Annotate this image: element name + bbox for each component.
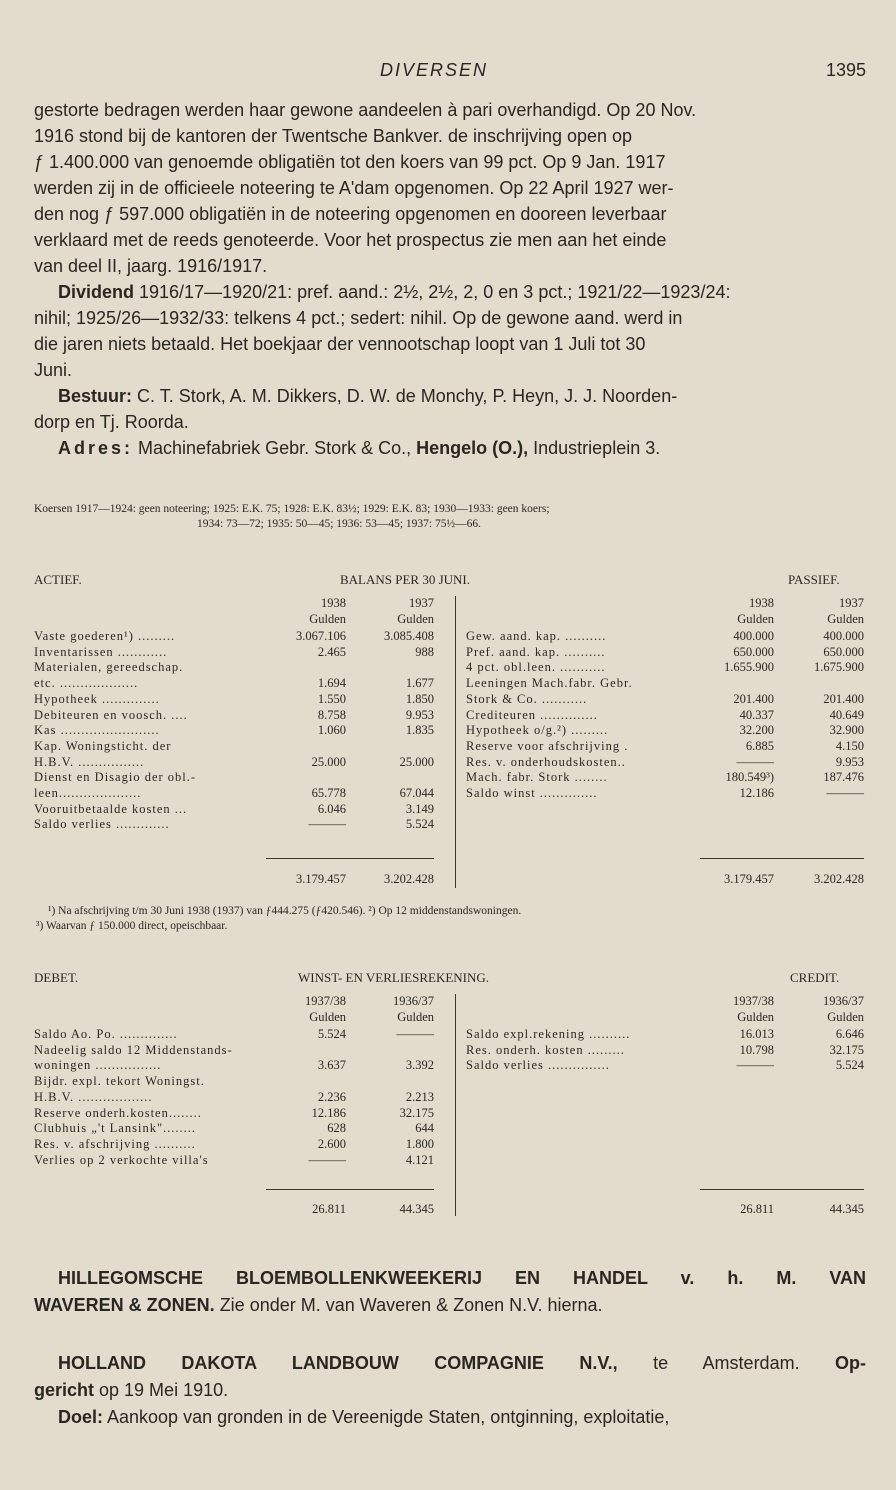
row-value-current: 1.694 xyxy=(317,676,346,691)
row-label: Saldo Ao. Po. .............. xyxy=(34,1027,178,1041)
row-label: Hypotheek .............. xyxy=(34,691,160,706)
credit-total-1: 26.811 xyxy=(740,1202,774,1216)
row-value-current: 180.549³) xyxy=(725,770,774,785)
footnote: ¹) Na afschrijving t/m 30 Juni 1938 (1937) van ƒ444.275 (ƒ420.546). ²) Op 12 middenstandswoningen. xyxy=(48,905,522,917)
table-row xyxy=(466,723,866,739)
table-row xyxy=(34,1043,434,1059)
row-value-current: 16.013 xyxy=(739,1027,774,1041)
row-label: Dienst en Disagio der obl.- xyxy=(34,770,197,785)
table-row xyxy=(466,755,866,771)
table-row xyxy=(34,770,434,786)
table-row xyxy=(466,676,866,692)
table-row xyxy=(34,802,434,818)
adres-label: Adres: xyxy=(58,438,134,458)
total-rule xyxy=(266,858,434,859)
table-row xyxy=(34,629,434,645)
table-row xyxy=(34,817,434,833)
running-title: DIVERSEN xyxy=(380,60,489,80)
table-row xyxy=(466,708,866,724)
row-value-previous: 1.835 xyxy=(405,723,434,738)
bestuur-line: dorp en Tj. Roorda. xyxy=(34,412,189,432)
table-row xyxy=(34,708,434,724)
table-row xyxy=(34,692,434,708)
table-row xyxy=(466,739,866,755)
row-value-previous: 9.953 xyxy=(405,707,434,722)
row-value-previous: 187.476 xyxy=(823,770,864,785)
row-value-current: 65.778 xyxy=(311,786,346,800)
adres-post: Industrieplein 3. xyxy=(528,438,661,458)
table-row xyxy=(466,1027,866,1043)
row-label: Pref. aand. kap. .......... xyxy=(466,644,606,659)
row-label: Reserve onderh.kosten........ xyxy=(34,1105,202,1120)
row-label: Bijdr. expl. tekort Woningst. xyxy=(34,1074,205,1089)
row-value-current: 6.885 xyxy=(745,738,774,753)
row-value-current: ——— xyxy=(308,817,346,832)
table-row xyxy=(466,1058,866,1074)
row-value-previous: 1.675.900 xyxy=(814,660,864,675)
row-value-current: 8.758 xyxy=(317,707,346,722)
row-value-current: ——— xyxy=(308,1152,346,1167)
table-row xyxy=(34,645,434,661)
total-rule xyxy=(266,1189,434,1190)
row-value-current: 201.400 xyxy=(733,691,774,706)
row-label: Saldo verlies ............. xyxy=(34,817,170,832)
company-name: HILLEGOMSCHE BLOEMBOLLENKWEEKERIJ EN HANDEL v. h. M. VAN xyxy=(58,1268,866,1288)
intro-paragraph xyxy=(34,97,866,461)
balans-footnotes xyxy=(36,904,878,934)
credit-heading: CREDIT. xyxy=(790,970,840,985)
adres-pre: Machinefabriek Gebr. Stork & Co., xyxy=(133,438,417,458)
unit-header: Gulden xyxy=(309,612,346,626)
table-row xyxy=(466,629,866,645)
column-divider xyxy=(455,994,456,1216)
year-header: 1937 xyxy=(839,596,864,610)
row-label: Crediteuren .............. xyxy=(466,707,598,722)
row-label: Res. v. onderhoudskosten.. xyxy=(466,754,626,769)
row-label: Kas ........................ xyxy=(34,723,160,738)
row-value-previous: 650.000 xyxy=(823,644,864,659)
dividend-text: 1916/17—1920/21: pref. aand.: 2½, 2½, 2, 0 en 3 pct.; 1921/22—1923/24: xyxy=(134,282,731,302)
unit-header: Gulden xyxy=(827,612,864,626)
column-divider xyxy=(455,596,456,888)
company-city: te Amsterdam. xyxy=(617,1353,835,1373)
table-row xyxy=(34,723,434,739)
row-value-previous: 4.121 xyxy=(405,1152,434,1167)
row-value-current: 12.186 xyxy=(739,786,774,800)
unit-header: Gulden xyxy=(737,612,774,626)
row-label: Res. onderh. kosten ......... xyxy=(466,1042,625,1057)
row-value-previous: 40.649 xyxy=(829,707,864,722)
row-label: Debiteuren en voosch. .... xyxy=(34,707,188,722)
year-header: 1938 xyxy=(321,596,346,610)
balans-title: BALANS PER 30 JUNI. xyxy=(340,572,471,587)
intro-line: van deel II, jaarg. 1916/1917. xyxy=(34,256,268,276)
row-label: Leeningen Mach.fabr. Gebr. xyxy=(466,676,633,691)
row-label: etc. ................... xyxy=(34,676,139,691)
unit-header: Gulden xyxy=(397,1010,434,1024)
row-value-current: 2.465 xyxy=(317,644,346,659)
table-row xyxy=(34,1153,434,1169)
row-value-previous: 5.524 xyxy=(405,817,434,832)
adres-city: Hengelo (O.), xyxy=(416,438,529,458)
row-value-current: 5.524 xyxy=(317,1027,346,1041)
row-label: Clubhuis „'t Lansink"........ xyxy=(34,1121,197,1136)
row-value-previous: 644 xyxy=(415,1121,434,1136)
koersen-note xyxy=(34,502,874,532)
company-line xyxy=(34,1292,866,1319)
row-value-previous: 400.000 xyxy=(823,629,864,643)
table-row xyxy=(466,692,866,708)
row-value-previous: 4.150 xyxy=(835,738,864,753)
row-value-previous: 201.400 xyxy=(823,691,864,706)
dividend-label: Dividend xyxy=(58,282,135,302)
debet-total-1: 26.811 xyxy=(312,1202,346,1216)
row-value-previous: 32.175 xyxy=(829,1042,864,1057)
company-line xyxy=(34,1377,866,1404)
intro-line: werden zij in de officieele noteering te A'dam opgenomen. Op 22 April 1927 wer- xyxy=(34,178,674,198)
intro-line: den nog ƒ 597.000 obligatiën in de noteering opgenomen en dooreen leverbaar xyxy=(34,204,667,224)
doel-text: Aankoop van gronden in de Vereenigde Staten, ontginning, exploitatie, xyxy=(103,1407,670,1427)
row-value-previous: 1.850 xyxy=(405,691,434,706)
debet-heading: DEBET. xyxy=(34,970,79,985)
footnote: ³) Waarvan ƒ 150.000 direct, opeischbaar. xyxy=(36,920,228,932)
row-label: woningen ................ xyxy=(34,1058,162,1073)
company-line xyxy=(34,1350,866,1377)
dividend-line: die jaren niets betaald. Het boekjaar der vennootschap loopt van 1 Juli tot 30 xyxy=(34,334,646,354)
company-line xyxy=(34,1404,866,1431)
bestuur-line xyxy=(34,383,866,409)
table-row xyxy=(34,1137,434,1153)
row-value-current: 400.000 xyxy=(733,629,774,643)
row-value-current: 10.798 xyxy=(739,1042,774,1057)
row-value-previous: 3.149 xyxy=(405,801,434,816)
table-row xyxy=(34,660,434,676)
row-value-current: 1.655.900 xyxy=(724,660,774,675)
row-value-current: 3.637 xyxy=(317,1058,346,1073)
koersen-line: 1934: 73—72; 1935: 50—45; 1936: 53—45; 1937: 75½—66. xyxy=(197,518,481,530)
company-line xyxy=(34,1265,866,1292)
row-value-previous: 25.000 xyxy=(399,754,434,769)
row-label: Saldo verlies ............... xyxy=(466,1058,610,1073)
year-header: 1938 xyxy=(749,596,774,610)
row-value-current: 1.060 xyxy=(317,723,346,738)
row-label: H.B.V. ................ xyxy=(34,754,145,769)
table-row xyxy=(466,770,866,786)
total-rule xyxy=(700,1189,864,1190)
intro-line: 1916 stond bij de kantoren der Twentsche Bankver. de inschrijving open op xyxy=(34,126,633,146)
year-header: 1937/38 xyxy=(733,994,774,1008)
year-header: 1936/37 xyxy=(393,994,434,1008)
company-ref: Zie onder M. van Waveren & Zonen N.V. hierna. xyxy=(214,1295,603,1315)
dividend-line: Juni. xyxy=(34,360,73,380)
row-value-current: 2.600 xyxy=(317,1136,346,1151)
row-value-previous: 32.900 xyxy=(829,723,864,738)
row-label: Vaste goederen¹) ......... xyxy=(34,629,176,643)
row-value-previous: ——— xyxy=(826,786,864,800)
row-value-previous: 3.392 xyxy=(405,1058,434,1073)
company-name: HOLLAND DAKOTA LANDBOUW COMPAGNIE N.V., xyxy=(58,1353,618,1373)
table-row xyxy=(34,786,434,802)
opgericht-label-a: Op- xyxy=(835,1353,866,1373)
row-label: Inventarissen ............ xyxy=(34,644,168,659)
row-value-current: 25.000 xyxy=(311,754,346,769)
table-row xyxy=(34,739,434,755)
row-value-previous: 5.524 xyxy=(835,1058,864,1073)
koersen-line: Koersen 1917—1924: geen noteering; 1925: E.K. 75; 1928: E.K. 83½; 1929: E.K. 83; 1930—1933: geen koers; xyxy=(34,503,550,515)
unit-header: Gulden xyxy=(737,1010,774,1024)
row-value-previous: 67.044 xyxy=(399,786,434,800)
doel-label: Doel: xyxy=(58,1407,103,1427)
row-label: 4 pct. obl.leen. ........... xyxy=(466,660,606,675)
table-row xyxy=(34,1058,434,1074)
row-label: Materialen, gereedschap. xyxy=(34,660,184,675)
debet-total-2: 44.345 xyxy=(399,1202,434,1216)
table-row xyxy=(34,1121,434,1137)
actief-total-1937: 3.202.428 xyxy=(384,872,434,886)
row-value-current: ——— xyxy=(736,1058,774,1073)
table-row xyxy=(34,1027,434,1043)
table-row xyxy=(466,1043,866,1059)
row-value-current: 3.067.106 xyxy=(296,629,346,643)
row-value-current: 628 xyxy=(327,1121,346,1136)
row-label: Res. v. afschrijving .......... xyxy=(34,1136,196,1151)
row-label: Kap. Woningsticht. der xyxy=(34,738,172,753)
row-value-current: ——— xyxy=(736,754,774,769)
adres-line xyxy=(34,435,866,461)
row-label: Hypotheek o/g.²) ......... xyxy=(466,723,609,738)
intro-line: verklaard met de reeds genoteerde. Voor het prospectus zie men aan het einde xyxy=(34,230,667,250)
row-value-current: 1.550 xyxy=(317,691,346,706)
row-label: leen.................... xyxy=(34,786,142,800)
row-value-current: 32.200 xyxy=(739,723,774,738)
opgericht-label-b: gericht xyxy=(34,1380,95,1400)
row-label: H.B.V. .................. xyxy=(34,1089,153,1104)
total-rule xyxy=(700,858,864,859)
page-number: 1395 xyxy=(825,60,866,80)
winst-table xyxy=(34,994,874,1224)
table-row xyxy=(34,755,434,771)
company-entry-holland-dakota xyxy=(34,1350,866,1431)
row-value-previous: 2.213 xyxy=(405,1089,434,1104)
row-label: Saldo expl.rekening .......... xyxy=(466,1027,631,1041)
row-value-current: 2.236 xyxy=(317,1089,346,1104)
opgericht-date: op 19 Mei 1910. xyxy=(94,1380,229,1400)
actief-heading: ACTIEF. xyxy=(34,572,82,587)
row-label: Gew. aand. kap. .......... xyxy=(466,629,607,643)
row-value-previous: 6.646 xyxy=(835,1027,864,1041)
table-row xyxy=(34,1106,434,1122)
year-header: 1936/37 xyxy=(823,994,864,1008)
row-value-previous: ——— xyxy=(396,1027,434,1041)
row-label: Saldo winst .............. xyxy=(466,786,598,800)
year-header: 1937/38 xyxy=(305,994,346,1008)
row-label: Stork & Co. ........... xyxy=(466,691,588,706)
credit-total-2: 44.345 xyxy=(829,1202,864,1216)
dividend-line xyxy=(34,279,866,305)
unit-header: Gulden xyxy=(827,1010,864,1024)
table-row xyxy=(466,660,866,676)
intro-line: gestorte bedragen werden haar gewone aandeelen à pari overhandigd. Op 20 Nov. xyxy=(34,100,697,120)
unit-header: Gulden xyxy=(397,612,434,626)
table-row xyxy=(34,1074,434,1090)
intro-line: ƒ 1.400.000 van genoemde obligatiën tot den koers van 99 pct. Op 9 Jan. 1917 xyxy=(34,152,666,172)
row-label: Vooruitbetaalde kosten ... xyxy=(34,801,188,816)
passief-total-1937: 3.202.428 xyxy=(814,872,864,886)
row-value-previous: 9.953 xyxy=(835,754,864,769)
row-value-previous: 1.677 xyxy=(405,676,434,691)
unit-header: Gulden xyxy=(309,1010,346,1024)
passief-heading: PASSIEF. xyxy=(788,572,840,587)
balans-table xyxy=(34,596,874,896)
passief-total-1938: 3.179.457 xyxy=(724,872,774,886)
row-label: Verlies op 2 verkochte villa's xyxy=(34,1152,209,1167)
winst-title: WINST- EN VERLIESREKENING. xyxy=(298,970,490,985)
row-value-previous: 1.800 xyxy=(405,1136,434,1151)
row-value-current: 12.186 xyxy=(311,1105,346,1120)
table-row xyxy=(466,786,866,802)
year-header: 1937 xyxy=(409,596,434,610)
row-label: Reserve voor afschrijving . xyxy=(466,738,629,753)
row-value-current: 40.337 xyxy=(739,707,774,722)
row-label: Nadeelig saldo 12 Middenstands- xyxy=(34,1042,233,1057)
running-header xyxy=(0,60,896,88)
row-label: Mach. fabr. Stork ........ xyxy=(466,770,608,785)
row-value-previous: 32.175 xyxy=(399,1105,434,1120)
actief-total-1938: 3.179.457 xyxy=(296,872,346,886)
row-value-current: 650.000 xyxy=(733,644,774,659)
table-row xyxy=(34,676,434,692)
company-name-cont: WAVEREN & ZONEN. xyxy=(34,1295,215,1315)
bestuur-text: C. T. Stork, A. M. Dikkers, D. W. de Monchy, P. Heyn, J. J. Noorden- xyxy=(132,386,678,406)
row-value-previous: 988 xyxy=(415,644,434,659)
row-value-current: 6.046 xyxy=(317,801,346,816)
company-entry-hillegom xyxy=(34,1265,866,1319)
table-row xyxy=(34,1090,434,1106)
dividend-line: nihil; 1925/26—1932/33: telkens 4 pct.; sedert: nihil. Op de gewone aand. werd in xyxy=(34,308,683,328)
row-value-previous: 3.085.408 xyxy=(384,629,434,643)
bestuur-label: Bestuur: xyxy=(58,386,133,406)
table-row xyxy=(466,645,866,661)
